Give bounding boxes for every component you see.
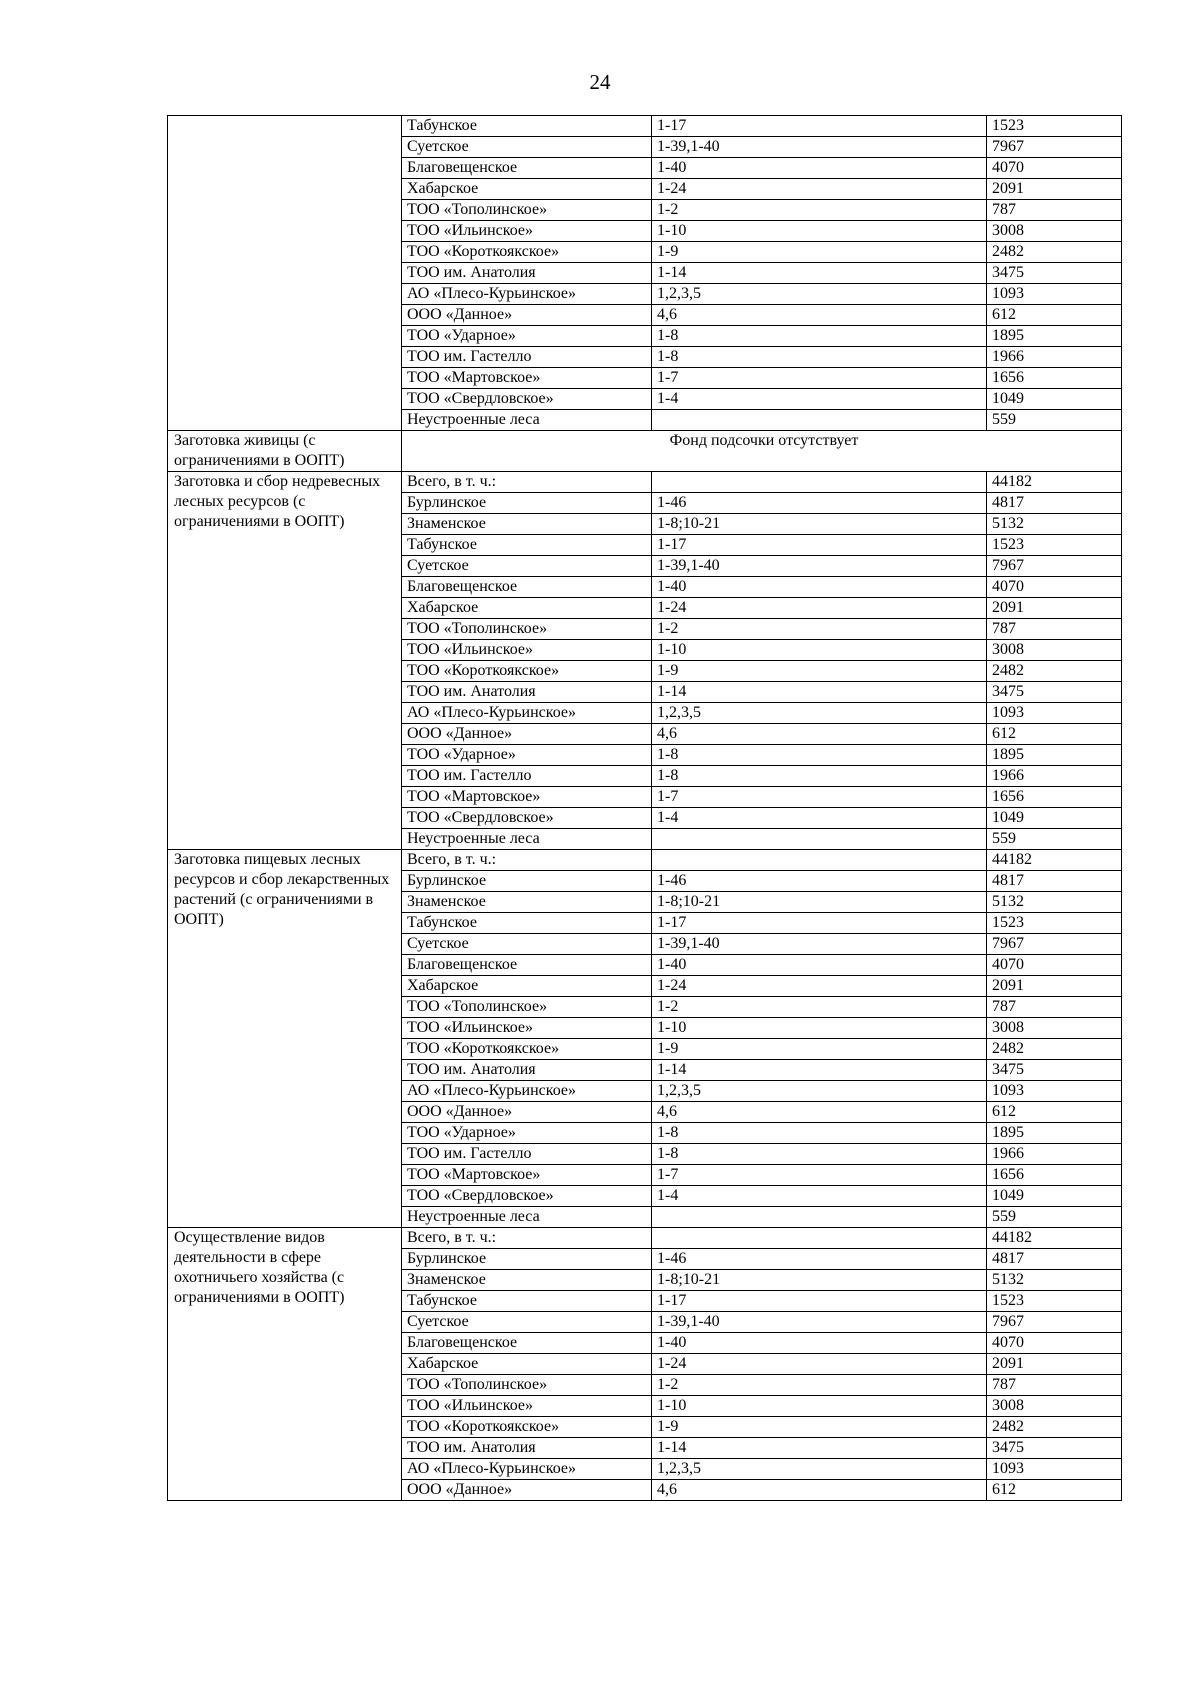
quarters-cell: 1,2,3,5 <box>652 284 987 305</box>
table-body <box>168 116 1122 1501</box>
forestry-name-cell: ООО «Данное» <box>402 724 652 745</box>
area-cell: 2091 <box>987 179 1122 200</box>
area-cell: 1895 <box>987 326 1122 347</box>
quarters-cell: 1-7 <box>652 1165 987 1186</box>
quarters-cell: 1-9 <box>652 661 987 682</box>
forestry-name-cell: ТОО им. Анатолия <box>402 1060 652 1081</box>
quarters-cell: 1-4 <box>652 808 987 829</box>
area-cell: 5132 <box>987 514 1122 535</box>
forestry-name-cell: ТОО им. Анатолия <box>402 682 652 703</box>
area-cell: 1523 <box>987 116 1122 137</box>
area-cell: 1523 <box>987 1291 1122 1312</box>
quarters-cell: 1-8 <box>652 1144 987 1165</box>
area-cell: 7967 <box>987 934 1122 955</box>
quarters-cell: 1-10 <box>652 1396 987 1417</box>
forestry-name-cell: Неустроенные леса <box>402 410 652 431</box>
quarters-cell: 1-24 <box>652 179 987 200</box>
forestry-name-cell: ТОО «Короткоякское» <box>402 1039 652 1060</box>
area-cell: 4817 <box>987 493 1122 514</box>
quarters-cell <box>652 410 987 431</box>
area-cell: 559 <box>987 829 1122 850</box>
activity-cell: Заготовка живицы (с ограничениями в ООПТ) <box>168 431 402 472</box>
area-cell: 4070 <box>987 158 1122 179</box>
forestry-name-cell: Неустроенные леса <box>402 829 652 850</box>
area-cell: 1049 <box>987 1186 1122 1207</box>
quarters-cell: 1-39,1-40 <box>652 1312 987 1333</box>
quarters-cell: 1-8;10-21 <box>652 1270 987 1291</box>
forestry-name-cell: ТОО им. Гастелло <box>402 1144 652 1165</box>
forestry-name-cell: Знаменское <box>402 892 652 913</box>
quarters-cell: 1-17 <box>652 116 987 137</box>
area-cell: 612 <box>987 724 1122 745</box>
table-row <box>168 431 1122 472</box>
forestry-name-cell: ТОО «Тополинское» <box>402 619 652 640</box>
quarters-cell: 1-39,1-40 <box>652 137 987 158</box>
page-number: 24 <box>589 70 611 94</box>
quarters-cell: 1-24 <box>652 1354 987 1375</box>
activity-cell: Осуществление видов деятельности в сфере охотничьего хозяйства (с ограничениями в ООПТ) <box>168 1228 402 1501</box>
area-cell: 5132 <box>987 892 1122 913</box>
quarters-cell: 1-2 <box>652 619 987 640</box>
quarters-cell: 1-14 <box>652 263 987 284</box>
area-cell: 1966 <box>987 347 1122 368</box>
forestry-name-cell: Благовещенское <box>402 955 652 976</box>
merged-note-cell: Фонд подсочки отсутствует <box>402 431 1122 472</box>
forestry-name-cell: Всего, в т. ч.: <box>402 472 652 493</box>
area-cell: 3008 <box>987 1396 1122 1417</box>
quarters-cell: 1-9 <box>652 1417 987 1438</box>
quarters-cell: 1-10 <box>652 1018 987 1039</box>
forestry-name-cell: ТОО «Ильинское» <box>402 640 652 661</box>
area-cell: 787 <box>987 619 1122 640</box>
forestry-name-cell: Всего, в т. ч.: <box>402 1228 652 1249</box>
area-cell: 787 <box>987 997 1122 1018</box>
forestry-name-cell: ТОО «Ильинское» <box>402 1396 652 1417</box>
quarters-cell <box>652 472 987 493</box>
quarters-cell: 1-40 <box>652 1333 987 1354</box>
quarters-cell: 1-10 <box>652 640 987 661</box>
area-cell: 2482 <box>987 1417 1122 1438</box>
activity-cell: Заготовка и сбор недревесных лесных ресурсов (с ограничениями в ООПТ) <box>168 472 402 850</box>
quarters-cell <box>652 829 987 850</box>
table-row <box>168 850 1122 871</box>
area-cell: 612 <box>987 1102 1122 1123</box>
quarters-cell: 1-46 <box>652 493 987 514</box>
area-cell: 3008 <box>987 640 1122 661</box>
quarters-cell: 4,6 <box>652 1102 987 1123</box>
area-cell: 4817 <box>987 871 1122 892</box>
quarters-cell: 1-40 <box>652 577 987 598</box>
area-cell: 44182 <box>987 1228 1122 1249</box>
area-cell: 1895 <box>987 745 1122 766</box>
quarters-cell: 1-14 <box>652 1438 987 1459</box>
table-row <box>168 116 1122 137</box>
area-cell: 4070 <box>987 955 1122 976</box>
quarters-cell: 1-8 <box>652 1123 987 1144</box>
forestry-name-cell: Всего, в т. ч.: <box>402 850 652 871</box>
area-cell: 3008 <box>987 1018 1122 1039</box>
area-cell: 3475 <box>987 263 1122 284</box>
area-cell: 1093 <box>987 1081 1122 1102</box>
forestry-name-cell: АО «Плесо-Курьинское» <box>402 284 652 305</box>
area-cell: 7967 <box>987 1312 1122 1333</box>
forestry-name-cell: ТОО «Ильинское» <box>402 221 652 242</box>
area-cell: 559 <box>987 410 1122 431</box>
forestry-name-cell: ООО «Данное» <box>402 1480 652 1501</box>
quarters-cell: 1-4 <box>652 1186 987 1207</box>
forestry-name-cell: Бурлинское <box>402 1249 652 1270</box>
forestry-name-cell: Неустроенные леса <box>402 1207 652 1228</box>
area-cell: 44182 <box>987 850 1122 871</box>
forestry-name-cell: ТОО «Свердловское» <box>402 808 652 829</box>
forestry-name-cell: Бурлинское <box>402 871 652 892</box>
area-cell: 2482 <box>987 1039 1122 1060</box>
area-cell: 3475 <box>987 682 1122 703</box>
area-cell: 1523 <box>987 535 1122 556</box>
forestry-name-cell: Табунское <box>402 913 652 934</box>
quarters-cell: 1-2 <box>652 200 987 221</box>
quarters-cell: 1-9 <box>652 242 987 263</box>
area-cell: 5132 <box>987 1270 1122 1291</box>
quarters-cell: 1-7 <box>652 368 987 389</box>
forestry-name-cell: Табунское <box>402 1291 652 1312</box>
forestry-name-cell: ТОО им. Анатолия <box>402 1438 652 1459</box>
quarters-cell: 1-10 <box>652 221 987 242</box>
forestry-name-cell: ТОО «Короткоякское» <box>402 661 652 682</box>
forestry-name-cell: ТОО «Ильинское» <box>402 1018 652 1039</box>
area-cell: 1656 <box>987 787 1122 808</box>
quarters-cell: 1-8 <box>652 347 987 368</box>
quarters-cell: 1-8 <box>652 766 987 787</box>
area-cell: 3475 <box>987 1060 1122 1081</box>
forestry-name-cell: Хабарское <box>402 976 652 997</box>
quarters-cell: 1-14 <box>652 682 987 703</box>
forestry-name-cell: ТОО «Короткоякское» <box>402 1417 652 1438</box>
forestry-name-cell: ТОО «Свердловское» <box>402 389 652 410</box>
quarters-cell: 4,6 <box>652 1480 987 1501</box>
quarters-cell <box>652 1207 987 1228</box>
forestry-name-cell: ТОО «Короткоякское» <box>402 242 652 263</box>
forestry-name-cell: Суетское <box>402 556 652 577</box>
area-cell: 1966 <box>987 1144 1122 1165</box>
forestry-name-cell: ТОО «Свердловское» <box>402 1186 652 1207</box>
area-cell: 612 <box>987 1480 1122 1501</box>
area-cell: 1049 <box>987 389 1122 410</box>
quarters-cell: 1-39,1-40 <box>652 934 987 955</box>
area-cell: 7967 <box>987 556 1122 577</box>
forestry-name-cell: ООО «Данное» <box>402 1102 652 1123</box>
forestry-name-cell: ТОО «Мартовское» <box>402 787 652 808</box>
quarters-cell: 1-39,1-40 <box>652 556 987 577</box>
forestry-name-cell: АО «Плесо-Курьинское» <box>402 1081 652 1102</box>
quarters-cell <box>652 850 987 871</box>
area-cell: 787 <box>987 200 1122 221</box>
area-cell: 2482 <box>987 242 1122 263</box>
forestry-name-cell: Знаменское <box>402 514 652 535</box>
forestry-name-cell: Хабарское <box>402 179 652 200</box>
table-row <box>168 472 1122 493</box>
quarters-cell: 1-17 <box>652 913 987 934</box>
area-cell: 1093 <box>987 284 1122 305</box>
quarters-cell: 1,2,3,5 <box>652 703 987 724</box>
quarters-cell: 1-4 <box>652 389 987 410</box>
area-cell: 1523 <box>987 913 1122 934</box>
quarters-cell: 1-2 <box>652 1375 987 1396</box>
forestry-name-cell: ТОО им. Гастелло <box>402 766 652 787</box>
quarters-cell: 1-24 <box>652 976 987 997</box>
quarters-cell: 1-24 <box>652 598 987 619</box>
quarters-cell: 1-2 <box>652 997 987 1018</box>
area-cell: 1093 <box>987 1459 1122 1480</box>
quarters-cell: 1-17 <box>652 1291 987 1312</box>
area-cell: 1656 <box>987 368 1122 389</box>
area-cell: 3008 <box>987 221 1122 242</box>
area-cell: 559 <box>987 1207 1122 1228</box>
quarters-cell: 1-8 <box>652 326 987 347</box>
forestry-name-cell: Благовещенское <box>402 158 652 179</box>
quarters-cell <box>652 1228 987 1249</box>
quarters-cell: 1-17 <box>652 535 987 556</box>
forestry-name-cell: Табунское <box>402 116 652 137</box>
forestry-name-cell: АО «Плесо-Курьинское» <box>402 703 652 724</box>
forestry-name-cell: Благовещенское <box>402 1333 652 1354</box>
area-cell: 44182 <box>987 472 1122 493</box>
area-cell: 1895 <box>987 1123 1122 1144</box>
area-cell: 2482 <box>987 661 1122 682</box>
area-cell: 4070 <box>987 1333 1122 1354</box>
area-cell: 787 <box>987 1375 1122 1396</box>
quarters-cell: 1-8 <box>652 745 987 766</box>
forestry-name-cell: ТОО «Тополинское» <box>402 200 652 221</box>
quarters-cell: 1-40 <box>652 158 987 179</box>
area-cell: 3475 <box>987 1438 1122 1459</box>
quarters-cell: 1,2,3,5 <box>652 1459 987 1480</box>
quarters-cell: 1-14 <box>652 1060 987 1081</box>
quarters-cell: 1-8;10-21 <box>652 892 987 913</box>
forestry-name-cell: Хабарское <box>402 598 652 619</box>
forestry-name-cell: Бурлинское <box>402 493 652 514</box>
table-row <box>168 1228 1122 1249</box>
forestry-name-cell: ТОО им. Гастелло <box>402 347 652 368</box>
forestry-name-cell: Суетское <box>402 137 652 158</box>
quarters-cell: 4,6 <box>652 305 987 326</box>
area-cell: 7967 <box>987 137 1122 158</box>
forestry-name-cell: Благовещенское <box>402 577 652 598</box>
forestry-name-cell: Суетское <box>402 1312 652 1333</box>
activity-cell: Заготовка пищевых лесных ресурсов и сбор лекарственных растений (с ограничениями в ООПТ) <box>168 850 402 1228</box>
area-cell: 2091 <box>987 598 1122 619</box>
area-cell: 2091 <box>987 976 1122 997</box>
quarters-cell: 4,6 <box>652 724 987 745</box>
forestry-name-cell: Хабарское <box>402 1354 652 1375</box>
forestry-name-cell: ООО «Данное» <box>402 305 652 326</box>
forestry-name-cell: ТОО «Мартовское» <box>402 1165 652 1186</box>
quarters-cell: 1,2,3,5 <box>652 1081 987 1102</box>
area-cell: 4070 <box>987 577 1122 598</box>
forestry-name-cell: ТОО «Ударное» <box>402 1123 652 1144</box>
quarters-cell: 1-8;10-21 <box>652 514 987 535</box>
forestry-name-cell: ТОО «Ударное» <box>402 745 652 766</box>
area-cell: 612 <box>987 305 1122 326</box>
forestry-name-cell: ТОО «Тополинское» <box>402 997 652 1018</box>
area-cell: 1656 <box>987 1165 1122 1186</box>
area-cell: 4817 <box>987 1249 1122 1270</box>
area-cell: 1049 <box>987 808 1122 829</box>
quarters-cell: 1-46 <box>652 871 987 892</box>
area-cell: 1093 <box>987 703 1122 724</box>
forestry-name-cell: АО «Плесо-Курьинское» <box>402 1459 652 1480</box>
forestry-name-cell: ТОО «Ударное» <box>402 326 652 347</box>
area-cell: 2091 <box>987 1354 1122 1375</box>
quarters-cell: 1-40 <box>652 955 987 976</box>
forestry-name-cell: Знаменское <box>402 1270 652 1291</box>
forestry-name-cell: ТОО «Мартовское» <box>402 368 652 389</box>
forestry-name-cell: ТОО «Тополинское» <box>402 1375 652 1396</box>
quarters-cell: 1-9 <box>652 1039 987 1060</box>
land-use-table <box>167 115 1122 1501</box>
quarters-cell: 1-7 <box>652 787 987 808</box>
forestry-name-cell: Суетское <box>402 934 652 955</box>
forestry-name-cell: ТОО им. Анатолия <box>402 263 652 284</box>
activity-cell <box>168 116 402 431</box>
quarters-cell: 1-46 <box>652 1249 987 1270</box>
forestry-name-cell: Табунское <box>402 535 652 556</box>
area-cell: 1966 <box>987 766 1122 787</box>
